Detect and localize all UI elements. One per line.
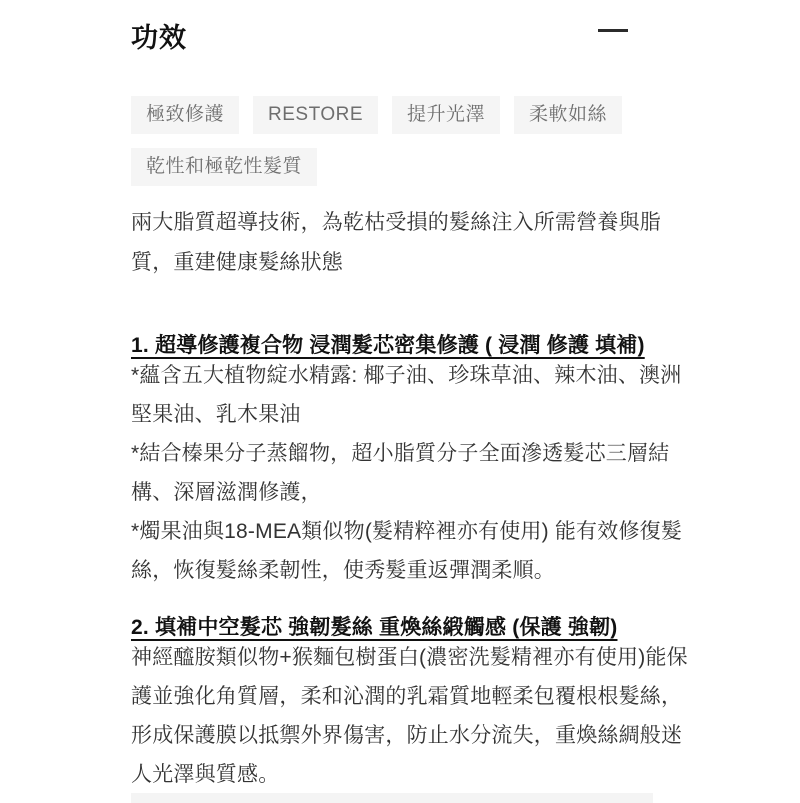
feature-1-paragraph: *蘊含五大植物綻水精露: 椰子油、珍珠草油、辣木油、澳洲堅果油、乳木果油 — [131, 364, 682, 426]
feature-tag-list — [131, 96, 696, 186]
feature-2-body — [131, 638, 693, 794]
feature-1-paragraph: *結合榛果分子蒸餾物，超小脂質分子全面滲透髮芯三層結構、深層滋潤修護， — [131, 442, 670, 504]
next-block-partial — [131, 793, 653, 803]
feature-tag: 柔軟如絲 — [514, 96, 622, 134]
feature-tag: 乾性和極乾性髮質 — [131, 148, 317, 186]
intro-paragraph: 兩大脂質超導技術，為乾枯受損的髮絲注入所需營養與脂質，重建健康髮絲狀態 — [131, 211, 661, 274]
feature-tag: 極致修護 — [131, 96, 239, 134]
feature-2-heading: 2. 填補中空髮芯 強韌髮絲 重煥絲緞觸感 (保護 強韌) — [131, 616, 618, 639]
collapse-minus-icon[interactable] — [598, 29, 628, 32]
feature-1-heading: 1. 超導修護複合物 浸潤髮芯密集修護 ( 浸潤 修護 填補) — [131, 334, 645, 357]
feature-2-paragraph: 神經醯胺類似物+猴麵包樹蛋白(濃密洗髮精裡亦有使用)能保護並強化角質層，柔和沁潤的乳霜質地輕柔包覆根根髮絲，形成保護膜以抵禦外界傷害，防止水分流失，重煥絲綢般迷人光澤與質感。 — [131, 646, 688, 786]
feature-1-paragraph: *燭果油與18-MEA類似物(髮精粹裡亦有使用) 能有效修復髮絲，恢復髮絲柔韌性，使秀髮重返彈潤柔順。 — [131, 520, 683, 582]
accordion-header-efficacy[interactable] — [131, 16, 691, 56]
feature-1-body — [131, 356, 693, 590]
feature-tag: RESTORE — [253, 96, 378, 134]
page-title: 功效 — [131, 23, 187, 53]
feature-tag: 提升光澤 — [392, 96, 500, 134]
